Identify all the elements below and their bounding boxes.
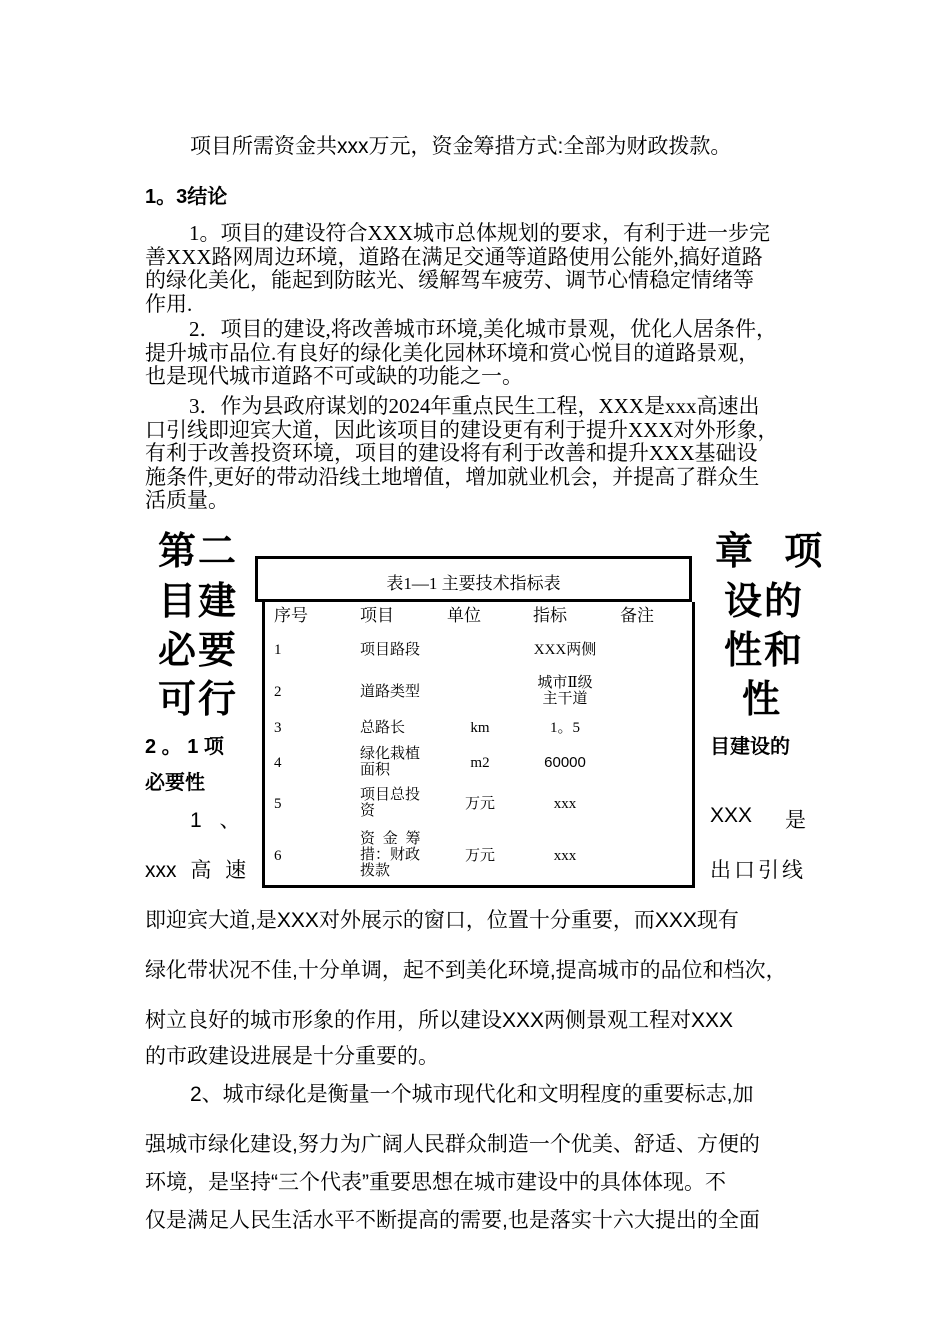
table-cell-item-line: 资 [360, 803, 376, 819]
table-cell-value: 60000 [544, 754, 586, 771]
para-fragment-left-2: xxx 高 速 [145, 859, 247, 882]
technical-indicators-table [262, 602, 695, 888]
table-cell-no: 1 [274, 642, 282, 658]
necessity-p1-line: 绿化带状况不佳,十分单调，起不到美化环境,提高城市的品位和档次， [145, 959, 787, 982]
table-cell-item: 项目路段 [360, 642, 421, 658]
table-header-value: 指标 [533, 606, 567, 625]
paragraph-line: 善XXX路网周边环境，道路在满足交通等道路使用公能外,搞好道路 [145, 244, 763, 269]
paragraph-line: 施条件,更好的带动沿线土地增值，增加就业机会，并提高了群众生 [145, 464, 760, 489]
conclusion-paragraph-1 [145, 222, 770, 316]
table-cell-item-line: 资 金 筹 [360, 831, 421, 847]
intro-line: 项目所需资金共xxx万元，资金筹措方式:全部为财政拨款。 [190, 135, 732, 158]
para-fragment-right-2: 出口引线 [710, 859, 806, 882]
section-2-1-heading-right: 目建设的 [710, 736, 790, 758]
table-cell-value-line: 主干道 [542, 691, 588, 707]
table-cell-value: 1。5 [549, 720, 580, 736]
chapter-title-right-4: 性 [742, 677, 783, 721]
table-cell-value-line: 城市Ⅱ级 [537, 675, 593, 691]
table-cell-no: 6 [274, 848, 282, 864]
paragraph-line: 2．项目的建设,将改善城市环境,美化城市景观，优化人居条件， [189, 317, 777, 341]
table-cell-no: 2 [274, 684, 282, 700]
table-cell-item: 总路长 [360, 720, 406, 736]
para-fragment-right-xxx: XXX [710, 804, 753, 827]
paragraph-line: 有利于改善投资环境，项目的建设将有利于改善和提升XXX基础设 [145, 441, 758, 465]
table-cell-no: 3 [274, 720, 282, 736]
paragraph-line: 1。项目的建设符合XXX城市总体规划的要求，有利于进一步完 [189, 221, 770, 245]
table-header-no: 序号 [274, 606, 308, 625]
table-cell-value: xxx [553, 848, 577, 864]
paragraph-line: 的绿化美化，能起到防眩光、缓解驾车疲劳、调节心情稳定情绪等 [145, 268, 754, 292]
table-cell-item-line: 措：财政 [360, 847, 421, 863]
paragraph-line: 口引线即迎宾大道，因此该项目的建设更有利于提升XXX对外形象， [145, 417, 779, 442]
section-1-3-heading: 1。3结论 [145, 186, 228, 208]
conclusion-paragraph-2 [145, 318, 777, 389]
section-2-1-heading-cont: 必要性 [145, 772, 205, 794]
table-cell-value: xxx [553, 796, 577, 812]
table-caption: 表1—1 主要技术指标表 [386, 574, 561, 593]
necessity-p2-line: 环境，是坚持“三个代表”重要思想在城市建设中的具体体现。不 [145, 1171, 726, 1194]
chapter-title-left-2: 目建 [158, 579, 239, 623]
table-cell-unit: m2 [470, 755, 490, 771]
paragraph-line: 活质量。 [145, 488, 229, 512]
para-fragment-left-1: 1 、 [190, 809, 241, 832]
para-fragment-right-shi: 是 [785, 809, 806, 832]
table-cell-unit: 万元 [464, 796, 495, 812]
paragraph-line: 也是现代城市道路不可或缺的功能之一。 [145, 364, 523, 388]
table-header-note: 备注 [620, 606, 654, 625]
table-cell-unit: 万元 [464, 848, 495, 864]
paragraph-line: 3．作为县政府谋划的2024年重点民生工程，XXX是xxx高速出 [189, 394, 760, 418]
chapter-title-left-1: 第二 [158, 529, 239, 573]
table-cell-item-line: 项目总投 [360, 787, 421, 803]
table-cell-item-line: 绿化栽植 [360, 746, 421, 762]
table-cell-no: 5 [274, 796, 282, 812]
section-2-1-heading-left: 2 。 1 项 [145, 736, 224, 758]
paragraph-line: 提升城市品位.有良好的绿化美化园林环境和赏心悦目的道路景观， [145, 340, 760, 365]
table-header-item: 项目 [360, 606, 394, 625]
necessity-p1-line: 即迎宾大道,是XXX对外展示的窗口，位置十分重要，而XXX现有 [145, 909, 739, 932]
necessity-p1-line: 树立良好的城市形象的作用，所以建设XXX两侧景观工程对XXX [145, 1009, 734, 1032]
necessity-p2-line: 仅是满足人民生活水平不断提高的需要,也是落实十六大提出的全面 [145, 1209, 760, 1232]
table-cell-no: 4 [274, 755, 282, 771]
table-cell-value: XXX两侧 [533, 642, 597, 658]
paragraph-line: 作用. [145, 291, 193, 316]
chapter-title-right-1: 章 项 [715, 529, 825, 573]
necessity-p2-line: 2、城市绿化是衡量一个城市现代化和文明程度的重要标志,加 [190, 1083, 754, 1106]
necessity-p1-line: 的市政建设进展是十分重要的。 [145, 1045, 439, 1068]
chapter-title-left-3: 必要 [158, 628, 239, 672]
table-cell-item-line: 拨款 [360, 863, 391, 879]
chapter-title-right-2: 设的 [724, 579, 805, 623]
necessity-p2-line: 强城市绿化建设,努力为广阔人民群众制造一个优美、舒适、方便的 [145, 1133, 760, 1156]
table-cell-item-line: 面积 [360, 762, 391, 778]
chapter-title-right-3: 性和 [724, 628, 805, 672]
table-cell-item: 道路类型 [360, 684, 421, 700]
table-caption-box [255, 556, 692, 602]
chapter-title-left-4: 可行 [158, 677, 239, 721]
table-cell-unit: km [470, 720, 490, 736]
table-header-unit: 单位 [447, 606, 481, 625]
conclusion-paragraph-3 [145, 395, 779, 513]
